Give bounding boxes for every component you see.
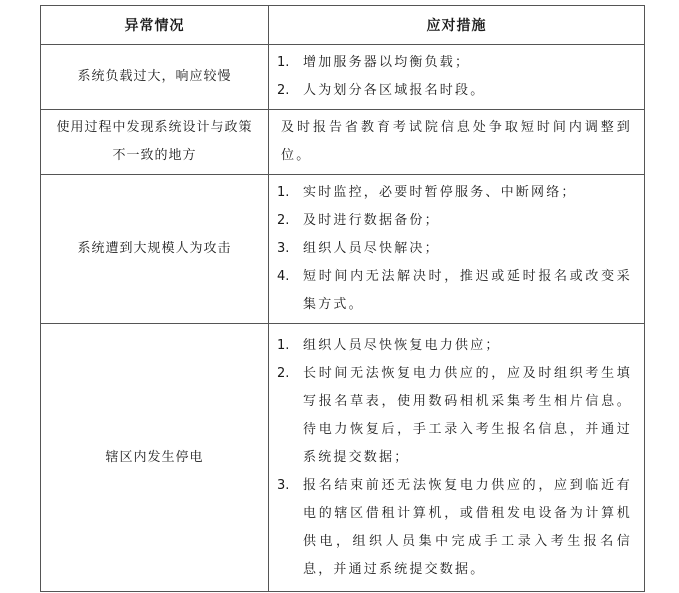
- measure-item: [277, 360, 632, 472]
- measure-text: 长时间无法恢复电力供应的，应及时组织考生填写报名草表，使用数码相机采集考生相片信息。待电力恢复后，手工录入考生报名信息，并通过系统提交数据；: [303, 365, 632, 465]
- condition-cell: 辖区内发生停电: [41, 324, 269, 592]
- measure-text: 及时报告省教育考试院信息处争取短时间内调整到位。: [281, 120, 632, 163]
- measures-cell: [269, 110, 645, 175]
- measure-text: 增加服务器以均衡负载；: [303, 55, 471, 70]
- measures-cell: [269, 45, 645, 110]
- measure-item: [277, 77, 632, 105]
- measure-item: [277, 49, 632, 77]
- table-row: [41, 324, 645, 592]
- contingency-table: [40, 5, 645, 592]
- measure-number: 2.: [277, 213, 290, 228]
- measure-number: 3.: [277, 241, 290, 256]
- measure-text: 及时进行数据备份；: [303, 213, 440, 228]
- measure-text: 报名结束前还无法恢复电力供应的，应到临近有电的辖区借租计算机，或借租发电设备为计算机供电，组织人员集中完成手工录入考生报名信息，并通过系统提交数据。: [303, 477, 632, 577]
- table-row: [41, 110, 645, 175]
- measure-number: 2.: [277, 365, 290, 381]
- measure-item: [277, 332, 632, 360]
- measure-text: 短时间内无法解决时，推迟或延时报名或改变采集方式。: [303, 269, 632, 312]
- condition-cell: 系统遭到大规模人为攻击: [41, 175, 269, 324]
- measure-text: 组织人员尽快恢复电力供应；: [303, 337, 501, 353]
- measure-number: 1.: [277, 55, 290, 70]
- measure-text: 人为划分各区域报名时段。: [303, 83, 486, 98]
- measure-number: 1.: [277, 185, 290, 200]
- condition-cell: 使用过程中发现系统设计与政策不一致的地方: [41, 110, 269, 175]
- header-condition: 异常情况: [41, 6, 269, 45]
- measures-cell: [269, 324, 645, 592]
- measure-item: [277, 472, 632, 584]
- condition-cell: 系统负载过大，响应较慢: [41, 45, 269, 110]
- measures-cell: [269, 175, 645, 324]
- measure-text: 实时监控，必要时暂停服务、中断网络；: [303, 185, 577, 200]
- measure-item: [277, 179, 632, 207]
- measure-number: 1.: [277, 337, 290, 353]
- table-header-row: [41, 6, 645, 45]
- table-row: [41, 45, 645, 110]
- measure-item: [277, 235, 632, 263]
- measure-item: [277, 263, 632, 319]
- measure-item: [277, 207, 632, 235]
- measure-number: 2.: [277, 83, 290, 98]
- header-measures: 应对措施: [269, 6, 645, 45]
- measure-number: 3.: [277, 477, 290, 493]
- measure-text: 组织人员尽快解决；: [303, 241, 440, 256]
- table-row: [41, 175, 645, 324]
- measure-number: 4.: [277, 269, 290, 284]
